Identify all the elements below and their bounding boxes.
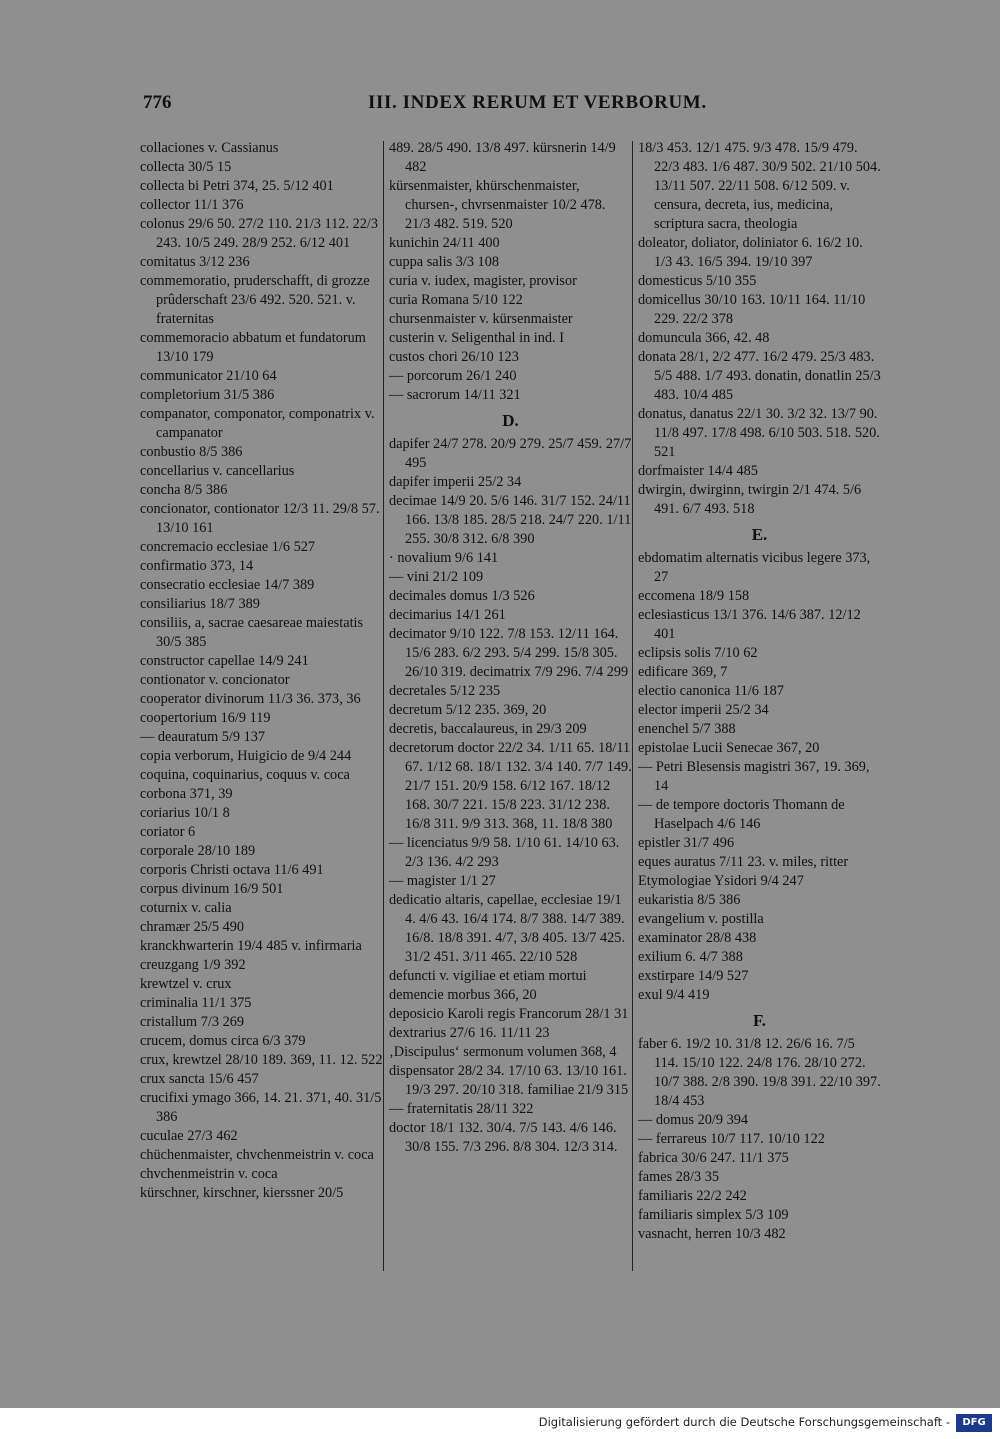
index-entry: corporis Christi octava 11/6 491	[140, 862, 324, 878]
index-entry: chüchenmaister, chvchenmeistrin v. coca	[140, 1147, 374, 1163]
index-entry: confirmatio 373, 14	[140, 558, 254, 574]
index-entry: exul 9/4 419	[638, 987, 710, 1003]
index-entry: creuzgang 1/9 392	[140, 957, 246, 973]
index-entry: conbustio 8/5 386	[140, 444, 243, 460]
index-entry: eques auratus 7/11 23. v. miles, ritter	[638, 854, 849, 870]
index-entry: corporale 28/10 189	[140, 843, 256, 859]
index-entry: evangelium v. postilla	[638, 911, 764, 927]
section-letter: E.	[751, 525, 768, 544]
index-entry: chursenmaister v. kürsenmaister	[389, 311, 573, 327]
index-entry: decretum 5/12 235. 369, 20	[389, 702, 547, 718]
index-entry: domuncula 366, 42. 48	[638, 330, 770, 346]
index-entry: decretorum doctor 22/2 34. 1/11 65. 18/11 67. 1/12 68. 18/1 132. 3/4 140. 7/7 149. 21/7 151. 20/9 158. 6/12 167. 18/12 168. 30/7 221. 15/8 223. 31/12 238. 16/8 311. 9/9 313. 368, 11. 18/8 380	[389, 740, 632, 832]
index-entry: cuculae 27/3 462	[140, 1128, 238, 1144]
index-entry: decimator 9/10 122. 7/8 153. 12/11 164. 15/6 283. 6/2 293. 5/4 299. 15/8 305. 26/10 319. decimatrix 7/9 296. 7/4 299	[389, 626, 629, 680]
index-entry: dapifer imperii 25/2 34	[389, 474, 522, 490]
index-entry: epistolae Lucii Senecae 367, 20	[638, 740, 820, 756]
index-entry: crux sancta 15/6 457	[140, 1071, 259, 1087]
index-entry: completorium 31/5 386	[140, 387, 275, 403]
index-entry: criminalia 11/1 375	[140, 995, 252, 1011]
index-entry: — de tempore doctoris Thomann de Haselpach 4/6 146	[638, 797, 845, 832]
index-entry: decimarius 14/1 261	[389, 607, 506, 623]
index-entry: companator, componator, componatrix v. campanator	[140, 406, 375, 441]
index-entry: communicator 21/10 64	[140, 368, 277, 384]
index-entry: contionator v. concionator	[140, 672, 290, 688]
section-letter: D.	[502, 411, 519, 430]
index-entry: familiaris 22/2 242	[638, 1188, 747, 1204]
index-entry: domicellus 30/10 163. 10/11 164. 11/10 229. 22/2 378	[638, 292, 866, 327]
index-entry: 18/3 453. 12/1 475. 9/3 478. 15/9 479. 22/3 483. 1/6 487. 30/9 502. 21/10 504. 13/11 507. 22/11 508. 6/12 509. v. censura, decreta, ius, medicina, scriptura sacra, theologia	[638, 140, 881, 232]
index-entry: collecta bi Petri 374, 25. 5/12 401	[140, 178, 334, 194]
index-entry: custerin v. Seligenthal in ind. I	[389, 330, 564, 346]
index-entry: eclipsis solis 7/10 62	[638, 645, 758, 661]
index-entry: — deauratum 5/9 137	[140, 729, 266, 745]
index-entry: coopertorium 16/9 119	[140, 710, 271, 726]
index-entry: dedicatio altaris, capellae, ecclesiae 19/1 4. 4/6 43. 16/4 174. 8/7 388. 14/7 389. 16/8. 18/8 391. 4/7, 3/8 405. 13/7 425. 31/2 451. 3/11 465. 22/10 528	[389, 892, 626, 965]
index-entry: collector 11/1 376	[140, 197, 244, 213]
index-entry: — porcorum 26/1 240	[389, 368, 517, 384]
index-entry: 489. 28/5 490. 13/8 497. kürsnerin 14/9 482	[389, 140, 616, 175]
index-entry: deposicio Karoli regis Francorum 28/1 31	[389, 1006, 629, 1022]
index-entry: chvchenmeistrin v. coca	[140, 1166, 278, 1182]
index-entry: eccomena 18/9 158	[638, 588, 750, 604]
index-entry: coriator 6	[140, 824, 196, 840]
index-entry: coquina, coquinarius, coquus v. coca	[140, 767, 350, 783]
index-entry: exstirpare 14/9 527	[638, 968, 749, 984]
index-entry: Etymologiae Ysidori 9/4 247	[638, 873, 804, 889]
index-entry: curia v. iudex, magister, provisor	[389, 273, 577, 289]
index-entry: constructor capellae 14/9 241	[140, 653, 309, 669]
index-entry: dextrarius 27/6 16. 11/11 23	[389, 1025, 550, 1041]
index-entry: kürsenmaister, khürschenmaister, chursen-, chvrsenmaister 10/2 478. 21/3 482. 519. 520	[389, 178, 606, 232]
index-entry: krewtzel v. crux	[140, 976, 232, 992]
index-entry: · novalium 9/6 141	[389, 550, 499, 566]
index-entry: eclesiasticus 13/1 376. 14/6 387. 12/12 401	[638, 607, 861, 642]
index-entry: eukaristia 8/5 386	[638, 892, 741, 908]
index-column-3	[638, 139, 881, 1244]
section-letter: F.	[752, 1011, 767, 1030]
index-entry: demencie morbus 366, 20	[389, 987, 537, 1003]
index-entry: donata 28/1, 2/2 477. 16/2 479. 25/3 483. 5/5 488. 1/7 493. donatin, donatlin 25/3 483. 10/4 485	[638, 349, 881, 403]
index-entry: comitatus 3/12 236	[140, 254, 250, 270]
index-entry: coturnix v. calia	[140, 900, 232, 916]
index-entry: colonus 29/6 50. 27/2 110. 21/3 112. 22/3 243. 10/5 249. 28/9 252. 6/12 401	[140, 216, 379, 251]
index-entry: cooperator divinorum 11/3 36. 373, 36	[140, 691, 361, 707]
index-entry: — licenciatus 9/9 58. 1/10 61. 14/10 63. 2/3 136. 4/2 293	[389, 835, 620, 870]
index-entry: coriarius 10/1 8	[140, 805, 230, 821]
index-entry: — domus 20/9 394	[638, 1112, 749, 1128]
index-entry: enenchel 5/7 388	[638, 721, 736, 737]
index-entry: collaciones v. Cassianus	[140, 140, 279, 156]
column-divider	[632, 141, 633, 1271]
index-entry: fames 28/3 35	[638, 1169, 719, 1185]
funding-notice: Digitalisierung gefördert durch die Deutsche Forschungsgemeinschaft -	[538, 1415, 950, 1429]
index-entry: familiaris simplex 5/3 109	[638, 1207, 789, 1223]
index-entry: crucifixi ymago 366, 14. 21. 371, 40. 31/5 386	[140, 1090, 382, 1125]
index-entry: concionator, contionator 12/3 11. 29/8 57. 13/10 161	[140, 501, 380, 536]
index-entry: concellarius v. cancellarius	[140, 463, 295, 479]
footer-bar	[0, 1408, 1000, 1439]
index-entry: kürschner, kirschner, kierssner 20/5	[140, 1185, 344, 1201]
index-entry: doleator, doliator, doliniator 6. 16/2 10. 1/3 43. 16/5 394. 19/10 397	[638, 235, 863, 270]
index-entry: decimae 14/9 20. 5/6 146. 31/7 152. 24/11 166. 13/8 185. 28/5 218. 24/7 220. 1/11 255. 30/8 312. 6/8 390	[389, 493, 632, 547]
index-entry: commemoracio abbatum et fundatorum 13/10 179	[140, 330, 366, 365]
index-entry: examinator 28/8 438	[638, 930, 757, 946]
index-entry: dwirgin, dwirginn, twirgin 2/1 474. 5/6 491. 6/7 493. 518	[638, 482, 862, 517]
index-column-1	[140, 139, 383, 1203]
index-entry: copia verborum, Huigicio de 9/4 244	[140, 748, 352, 764]
index-entry: dorfmaister 14/4 485	[638, 463, 758, 479]
index-entry: donatus, danatus 22/1 30. 3/2 32. 13/7 90. 11/8 497. 17/8 498. 6/10 503. 518. 520. 521	[638, 406, 880, 460]
index-entry: corbona 371, 39	[140, 786, 233, 802]
page-title: III. INDEX RERUM ET VERBORUM.	[368, 92, 707, 113]
index-entry: faber 6. 19/2 10. 31/8 12. 26/6 16. 7/5 114. 15/10 122. 24/8 176. 28/10 272. 10/7 388. 2/8 390. 19/8 391. 22/10 397. 18/4 453	[638, 1036, 881, 1109]
index-entry: crux, krewtzel 28/10 189. 369, 11. 12. 522	[140, 1052, 383, 1068]
index-entry: corpus divinum 16/9 501	[140, 881, 284, 897]
index-entry: cuppa salis 3/3 108	[389, 254, 499, 270]
index-entry: domesticus 5/10 355	[638, 273, 757, 289]
index-entry: — sacrorum 14/11 321	[389, 387, 521, 403]
page-number: 776	[143, 92, 172, 113]
index-entry: exilium 6. 4/7 388	[638, 949, 743, 965]
index-entry: decimales domus 1/3 526	[389, 588, 535, 604]
index-entry: elector imperii 25/2 34	[638, 702, 769, 718]
index-entry: consiliarius 18/7 389	[140, 596, 260, 612]
index-entry: — ferrareus 10/7 117. 10/10 122	[638, 1131, 825, 1147]
index-column-2	[389, 139, 632, 1157]
column-divider	[383, 141, 384, 1271]
index-entry: consecratio ecclesiae 14/7 389	[140, 577, 315, 593]
index-entry: decretis, baccalaureus, in 29/3 209	[389, 721, 587, 737]
index-entry: commemoratio, pruderschafft, di grozze prûderschaft 23/6 492. 520. 521. v. fraternitas	[140, 273, 370, 327]
index-entry: dapifer 24/7 278. 20/9 279. 25/7 459. 27/7 495	[389, 436, 632, 471]
index-entry: chramær 25/5 490	[140, 919, 245, 935]
index-entry: dispensator 28/2 34. 17/10 63. 13/10 161. 19/3 297. 20/10 318. familiae 21/9 315	[389, 1063, 629, 1098]
index-entry: — vini 21/2 109	[389, 569, 484, 585]
index-entry: — magister 1/1 27	[389, 873, 496, 889]
index-entry: collecta 30/5 15	[140, 159, 232, 175]
index-entry: doctor 18/1 132. 30/4. 7/5 143. 4/6 146. 30/8 155. 7/3 296. 8/8 304. 12/3 314.	[389, 1120, 618, 1155]
dfg-logo: DFG	[956, 1414, 992, 1432]
index-entry: fabrica 30/6 247. 11/1 375	[638, 1150, 789, 1166]
index-entry: consiliis, a, sacrae caesareae maiestatis 30/5 385	[140, 615, 364, 650]
index-entry: ‚Discipulus‘ sermonum volumen 368, 4	[389, 1044, 617, 1060]
index-entry: custos chori 26/10 123	[389, 349, 519, 365]
index-entry: edificare 369, 7	[638, 664, 728, 680]
index-entry: defuncti v. vigiliae et etiam mortui	[389, 968, 587, 984]
index-entry: crucem, domus circa 6/3 379	[140, 1033, 306, 1049]
index-entry: kunichin 24/11 400	[389, 235, 500, 251]
index-entry: epistler 31/7 496	[638, 835, 735, 851]
index-entry: cristallum 7/3 269	[140, 1014, 245, 1030]
index-entry: — fraternitatis 28/11 322	[389, 1101, 534, 1117]
index-entry: concha 8/5 386	[140, 482, 228, 498]
running-head	[0, 92, 1000, 126]
index-entry: decretales 5/12 235	[389, 683, 501, 699]
index-entry: electio canonica 11/6 187	[638, 683, 784, 699]
index-entry: concremacio ecclesiae 1/6 527	[140, 539, 316, 555]
index-entry: vasnacht, herren 10/3 482	[638, 1226, 786, 1242]
index-entry: kranckhwarterin 19/4 485 v. infirmaria	[140, 938, 362, 954]
index-entry: — Petri Blesensis magistri 367, 19. 369, 14	[638, 759, 870, 794]
index-entry: ebdomatim alternatis vicibus legere 373, 27	[638, 550, 871, 585]
index-entry: curia Romana 5/10 122	[389, 292, 523, 308]
